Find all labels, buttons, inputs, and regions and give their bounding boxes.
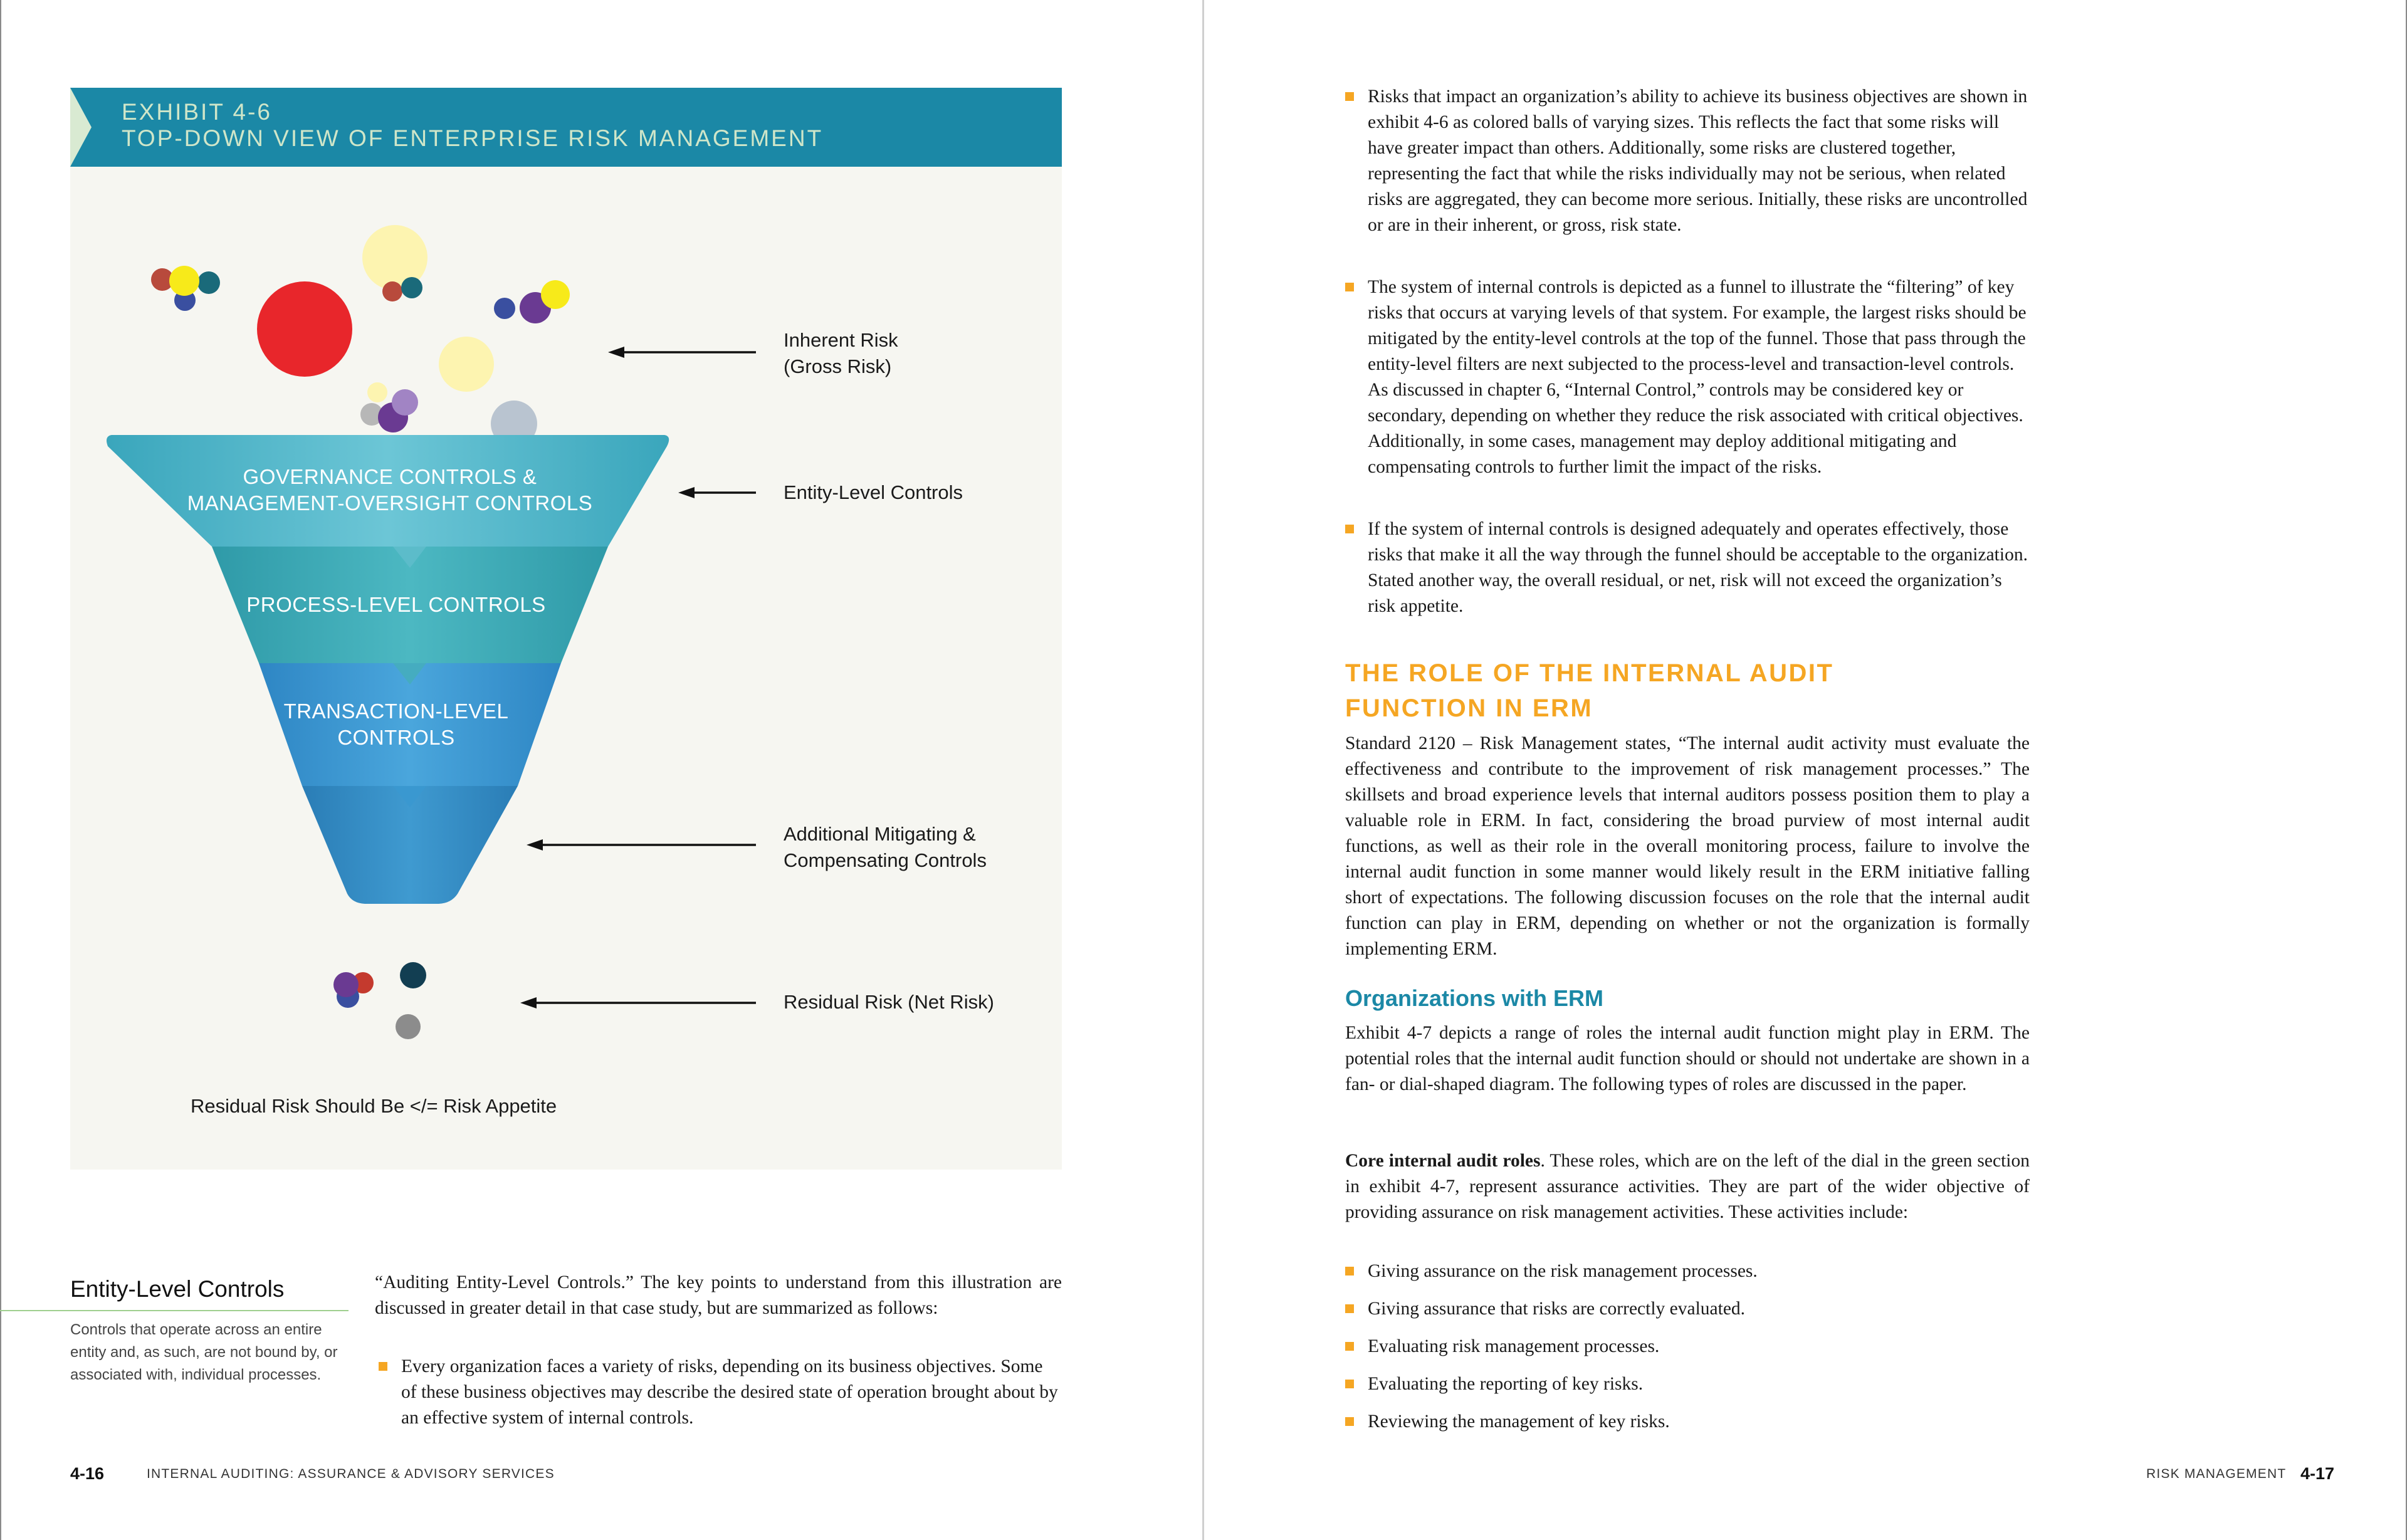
core-role-bullet-3-text: Evaluating risk management processes. — [1368, 1336, 1660, 1356]
right-bullet-3-text: If the system of internal controls is designed adequately and operates effectively, those risks that make it all the way through the funnel should be acceptable to the organization. Stated another way, the overall residual, or net, risk will not exceed the organization’s risk appetite. — [1368, 519, 2028, 616]
label-inherent-risk-line2: (Gross Risk) — [784, 355, 892, 377]
left-bullet-text: Every organization faces a variety of risks, depending on its business objectives. Some of these business objectives may describe the desired state of operation brought about by an effective system of internal controls. — [401, 1356, 1058, 1428]
core-role-bullet-5-text: Reviewing the management of key risks. — [1368, 1412, 1670, 1432]
exhibit-4-7-paragraph: Exhibit 4-7 depicts a range of roles the internal audit function might play in ERM. The potential roles that the internal audit function should or should not undertake are shown in a fan- or dial-shaped diagram. The following types of roles are discussed in the paper. — [1345, 1023, 2030, 1094]
bullet-square-icon — [1345, 92, 1354, 101]
core-roles-text: . These roles, which are on the left of the dial in the green section in exhibit 4-7, represent assurance activities. They are part of the wider objective of providing assurance on risk management activities. These activities include: — [1345, 1151, 2030, 1222]
bullet-square-icon — [1345, 1304, 1354, 1313]
label-additional-controls — [784, 821, 987, 874]
page-edge-left — [0, 0, 1, 1540]
left-intro-paragraph: “Auditing Entity-Level Controls.” The key points to understand from this illustration are discussed in greater detail in that case study, but are summarized as follows: — [375, 1272, 1062, 1318]
exhibit-header-notch — [70, 88, 92, 167]
exhibit-title: TOP-DOWN VIEW OF ENTERPRISE RISK MANAGEMENT — [122, 125, 824, 151]
label-entity-level-controls-text: Entity-Level Controls — [784, 481, 963, 503]
glossary-term: Entity-Level Controls — [70, 1276, 285, 1302]
label-risk-appetite-text: Residual Risk Should Be </= Risk Appetite — [191, 1095, 557, 1117]
exhibit-figure — [70, 167, 1062, 1170]
bullet-square-icon — [1345, 1267, 1354, 1275]
core-role-bullet-4-text: Evaluating the reporting of key risks. — [1368, 1374, 1644, 1394]
funnel-level-governance — [164, 464, 616, 516]
bullet-square-icon — [1345, 525, 1354, 533]
footer-page-number-right: 4-17 — [2300, 1464, 2335, 1483]
funnel-level-transaction-line1: TRANSACTION-LEVEL — [283, 699, 509, 723]
funnel-level-governance-line2: MANAGEMENT-OVERSIGHT CONTROLS — [187, 491, 593, 515]
label-additional-controls-line2: Compensating Controls — [784, 849, 987, 871]
core-roles-lead: Core internal audit roles — [1345, 1151, 1541, 1171]
section-heading-line2: FUNCTION IN ERM — [1345, 694, 1593, 722]
inherent-risk-balls — [151, 225, 570, 447]
core-role-bullet-1-text: Giving assurance on the risk management processes. — [1368, 1261, 1758, 1281]
erm-funnel-diagram — [70, 167, 1062, 1170]
funnel-level-transaction — [252, 698, 540, 751]
core-role-bullet-2-text: Giving assurance that risks are correctly evaluated. — [1368, 1299, 1746, 1319]
footer-title-right: RISK MANAGEMENT — [2146, 1467, 2287, 1481]
funnel-level-process-line1: PROCESS-LEVEL CONTROLS — [246, 593, 546, 616]
right-bullet-2-text: The system of internal controls is depicted as a funnel to illustrate the “filtering” of key risks that occurs at varying levels of that system. For example, the largest risks should be mitigated by the entity-level controls at the top of the funnel. Those that pass through the entity-level filters are next subjected to the process-level and transaction-level controls. As discussed in chapter 6, “Internal Control,” controls may be considered key or secondary, depending on whether they reduce the risk associated with critical objectives. Additionally, in some cases, management may deploy additional mitigating and compensating controls to further limit the impact of the risks. — [1368, 277, 2027, 477]
label-additional-controls-line1: Additional Mitigating & — [784, 823, 976, 845]
core-roles-paragraph — [1345, 1148, 2030, 1225]
bullet-square-icon — [1345, 1380, 1354, 1388]
exhibit-number: EXHIBIT 4-6 — [122, 99, 273, 125]
funnel-level-transaction-line2: CONTROLS — [337, 726, 455, 749]
bullet-square-icon — [1345, 283, 1354, 291]
label-inherent-risk — [784, 327, 898, 380]
label-risk-appetite — [191, 1093, 557, 1119]
bullet-square-icon — [1345, 1342, 1354, 1351]
funnel-level-governance-line1: GOVERNANCE CONTROLS & — [243, 465, 537, 488]
footer-title-left: INTERNAL AUDITING: ASSURANCE & ADVISORY SERVICES — [147, 1467, 555, 1481]
glossary-rule — [0, 1310, 349, 1311]
label-entity-level-controls — [784, 479, 963, 506]
label-residual-risk-text: Residual Risk (Net Risk) — [784, 991, 994, 1013]
funnel-level-process — [227, 592, 565, 618]
section-heading-line1: THE ROLE OF THE INTERNAL AUDIT — [1345, 659, 1834, 687]
standard-2120-paragraph: Standard 2120 – Risk Management states, “The internal audit activity must evaluate the effectiveness and contribute to the improvement of risk management processes.” The skillsets and broad experience levels that internal auditors possess position them to play a valuable role in ERM. In fact, considering the broad purview of most internal audit functions, as well as their role in the overall monitoring process, failure to involve the internal audit function in some manner would likely result in the ERM initiative falling short of expectations. The following discussion focuses on the role that the internal audit function can play in ERM, depending on whether or not the organization is formally implementing ERM. — [1345, 733, 2030, 959]
footer-page-number-left: 4-16 — [70, 1464, 105, 1483]
right-bullet-1-text: Risks that impact an organization’s ability to achieve its business objectives are shown in exhibit 4-6 as colored balls of varying sizes. This reflects the fact that some risks will have greater impact than others. Additionally, some risks are clustered together, representing the fact that while the risks individually may not be serious, when related risks are aggregated, they can become more serious. Initially, these risks are uncontrolled or are in their inherent, or gross, risk state. — [1368, 86, 2028, 235]
section-heading — [1345, 656, 1833, 726]
glossary-definition: Controls that operate across an entire entity and, as such, are not bound by, or associated with, individual processes. — [70, 1321, 338, 1383]
bullet-square-icon — [1345, 1417, 1354, 1426]
subsection-heading: Organizations with ERM — [1345, 985, 1604, 1011]
exhibit-header — [70, 88, 1062, 167]
label-residual-risk — [784, 989, 994, 1015]
label-inherent-risk-line1: Inherent Risk — [784, 329, 898, 351]
bullet-square-icon — [379, 1362, 387, 1371]
residual-risk-balls — [333, 962, 426, 1039]
page-gutter — [1202, 0, 1204, 1540]
